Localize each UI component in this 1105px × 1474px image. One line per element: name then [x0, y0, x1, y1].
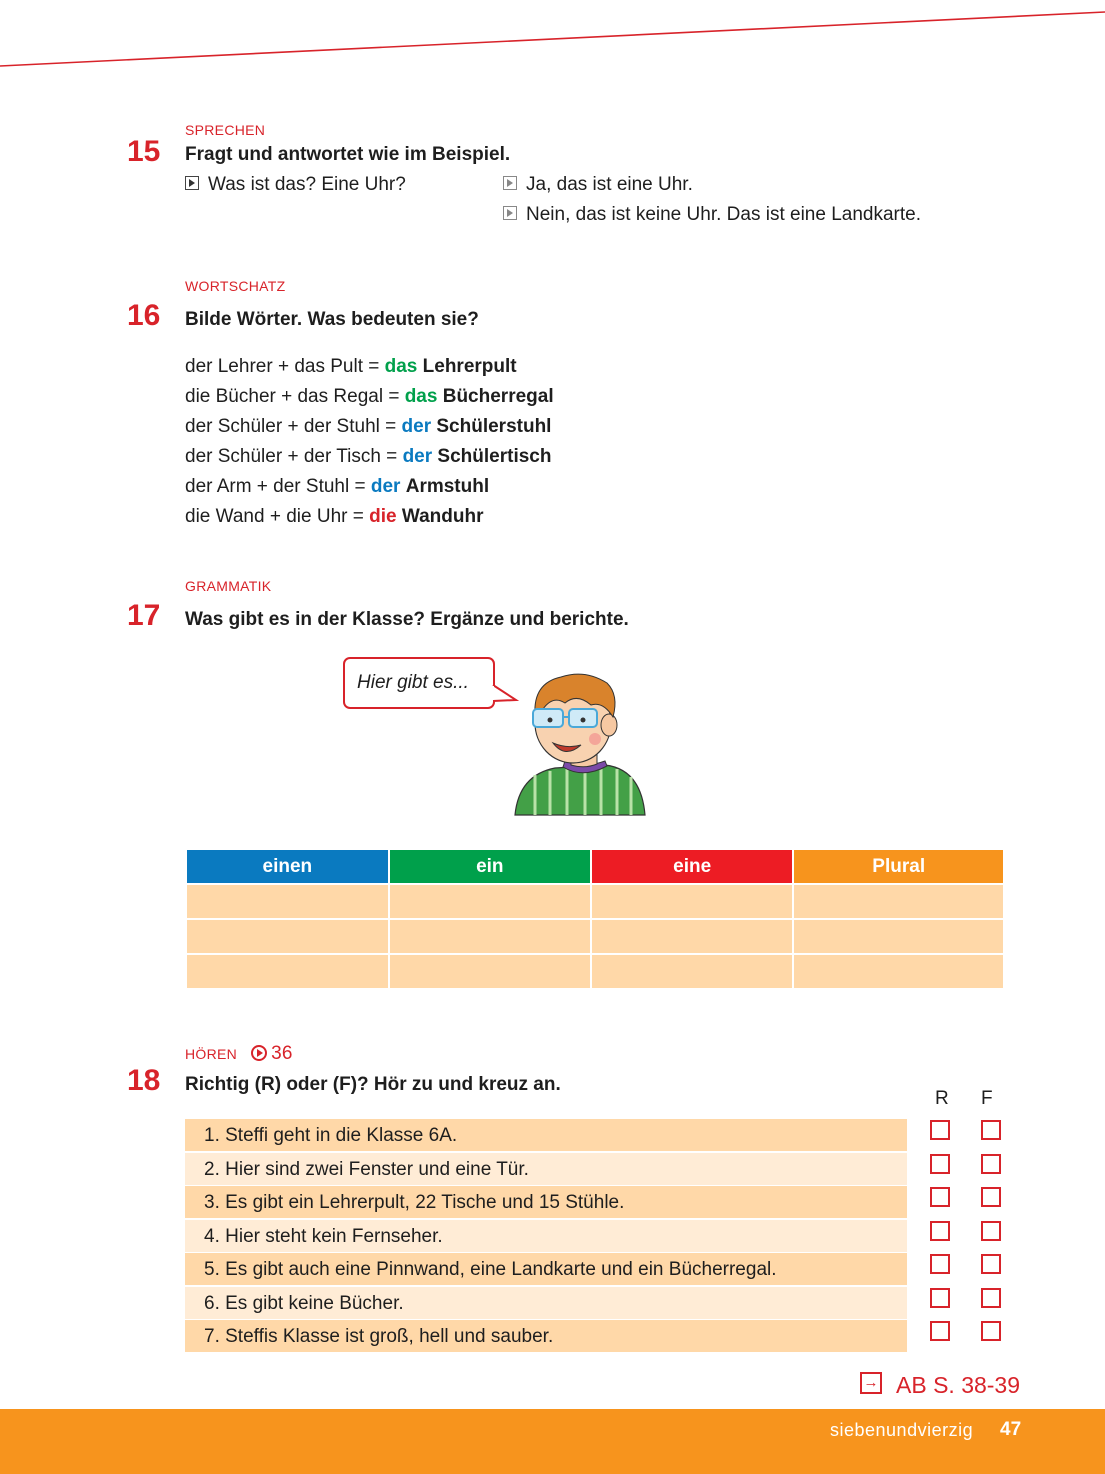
checkbox-richtig[interactable] [930, 1254, 950, 1274]
statement-row: 1. Steffi geht in die Klasse 6A. [185, 1119, 907, 1151]
audio-track-icon [251, 1045, 267, 1061]
compound-word: Lehrerpult [422, 356, 517, 377]
ex18-section-label [185, 1043, 293, 1065]
play-icon [185, 176, 199, 190]
checkbox-falsch[interactable] [981, 1221, 1001, 1241]
table-cell[interactable] [186, 919, 389, 954]
ex15-answer-no-line [503, 204, 921, 226]
ex16-section-label: WORTSCHATZ [185, 278, 286, 294]
page-number: 47 [1000, 1419, 1022, 1440]
table-cell[interactable] [389, 954, 591, 989]
column-header-f: F [981, 1088, 993, 1109]
ex15-instruction: Fragt und antwortet wie im Beispiel. [185, 144, 511, 165]
table-row [186, 954, 1004, 989]
compound-article: der [402, 446, 433, 467]
checkbox-richtig[interactable] [930, 1154, 950, 1174]
ex15-number: 15 [127, 135, 161, 168]
table-cell[interactable] [186, 954, 389, 989]
compound-parts: der Schüler + der Stuhl = [185, 416, 402, 437]
workbook-reference-text: AB S. 38-39 [896, 1372, 1021, 1398]
checkbox-richtig[interactable] [930, 1321, 950, 1341]
ex15-answer-no: Nein, das ist keine Uhr. Das ist eine Landkarte. [526, 204, 921, 225]
footer-bar [0, 1409, 1105, 1474]
ex15-question-line [185, 174, 406, 196]
table-cell[interactable] [793, 919, 1004, 954]
ex18-label-text: HÖREN [185, 1046, 238, 1062]
ex15-section-label: SPRECHEN [185, 122, 266, 138]
statement-row: 6. Es gibt keine Bücher. [185, 1287, 907, 1319]
ex16-number: 16 [127, 299, 161, 332]
workbook-reference [860, 1372, 1020, 1399]
ex15-answer-yes: Ja, das ist eine Uhr. [526, 174, 693, 195]
checkbox-richtig[interactable] [930, 1288, 950, 1308]
compound-parts: der Schüler + der Tisch = [185, 446, 403, 467]
compound-article: das [384, 356, 418, 377]
compound-parts: die Wand + die Uhr = [185, 506, 370, 527]
statement-row: 3. Es gibt ein Lehrerpult, 22 Tische und 15 Stühle. [185, 1186, 907, 1218]
speech-bubble: Hier gibt es... [343, 657, 495, 709]
statement-row: 5. Es gibt auch eine Pinnwand, eine Landkarte und ein Bücherregal. [185, 1253, 907, 1285]
compound-parts: der Arm + der Stuhl = [185, 476, 371, 497]
ex17-section-label: GRAMMATIK [185, 578, 272, 594]
checkbox-falsch[interactable] [981, 1288, 1001, 1308]
table-row [186, 884, 1004, 919]
ex18-track-number: 36 [271, 1043, 293, 1064]
checkbox-falsch[interactable] [981, 1321, 1001, 1341]
compound-row [185, 472, 554, 502]
table-header-ein: ein [389, 849, 591, 884]
compound-word: Bücherregal [442, 386, 554, 407]
table-header-eine: eine [591, 849, 793, 884]
ex17-number: 17 [127, 599, 161, 632]
play-icon [503, 176, 517, 190]
compound-word: Schülertisch [437, 446, 552, 467]
arrow-right-icon: → [860, 1372, 882, 1394]
checkbox-richtig[interactable] [930, 1187, 950, 1207]
play-icon [503, 206, 517, 220]
ex16-instruction: Bilde Wörter. Was bedeuten sie? [185, 309, 479, 330]
page-number-word: siebenundvierzig [830, 1420, 974, 1440]
compound-article: der [370, 476, 401, 497]
compound-word: Schülerstuhl [436, 416, 552, 437]
compound-word: Wanduhr [401, 506, 484, 527]
table-cell[interactable] [389, 919, 591, 954]
table-row [186, 919, 1004, 954]
checkbox-richtig[interactable] [930, 1120, 950, 1140]
compound-word: Armstuhl [405, 476, 490, 497]
column-header-r: R [935, 1088, 949, 1109]
table-cell[interactable] [793, 884, 1004, 919]
compound-row [185, 442, 554, 472]
table-cell[interactable] [591, 884, 793, 919]
checkbox-falsch[interactable] [981, 1187, 1001, 1207]
grammar-table [185, 848, 1005, 990]
table-cell[interactable] [186, 884, 389, 919]
table-cell[interactable] [793, 954, 1004, 989]
compound-article: das [404, 386, 438, 407]
top-decorative-line [0, 0, 1105, 80]
compound-row [185, 382, 554, 412]
ex15-question: Was ist das? Eine Uhr? [208, 174, 406, 195]
compound-article: der [401, 416, 432, 437]
table-cell[interactable] [389, 884, 591, 919]
table-cell[interactable] [591, 954, 793, 989]
ex18-instruction: Richtig (R) oder (F)? Hör zu und kreuz an. [185, 1074, 561, 1095]
compound-article: die [369, 506, 397, 527]
ex15-answer-yes-line [503, 174, 693, 196]
compound-parts: der Lehrer + das Pult = [185, 356, 385, 377]
compound-parts: die Bücher + das Regal = [185, 386, 405, 407]
table-header-einen: einen [186, 849, 389, 884]
checkbox-falsch[interactable] [981, 1120, 1001, 1140]
table-cell[interactable] [591, 919, 793, 954]
statement-row: 7. Steffis Klasse ist groß, hell und sauber. [185, 1320, 907, 1352]
checkbox-richtig[interactable] [930, 1221, 950, 1241]
statement-row: 4. Hier steht kein Fernseher. [185, 1220, 907, 1252]
compound-row [185, 412, 554, 442]
checkbox-falsch[interactable] [981, 1254, 1001, 1274]
compound-row [185, 352, 554, 382]
ex18-number: 18 [127, 1064, 161, 1097]
table-header-plural: Plural [793, 849, 1004, 884]
statement-row: 2. Hier sind zwei Fenster und eine Tür. [185, 1153, 907, 1185]
ex17-instruction: Was gibt es in der Klasse? Ergänze und berichte. [185, 609, 629, 630]
boy-illustration [495, 665, 655, 820]
checkbox-falsch[interactable] [981, 1154, 1001, 1174]
ex16-compound-list [185, 352, 554, 532]
compound-row [185, 502, 554, 532]
